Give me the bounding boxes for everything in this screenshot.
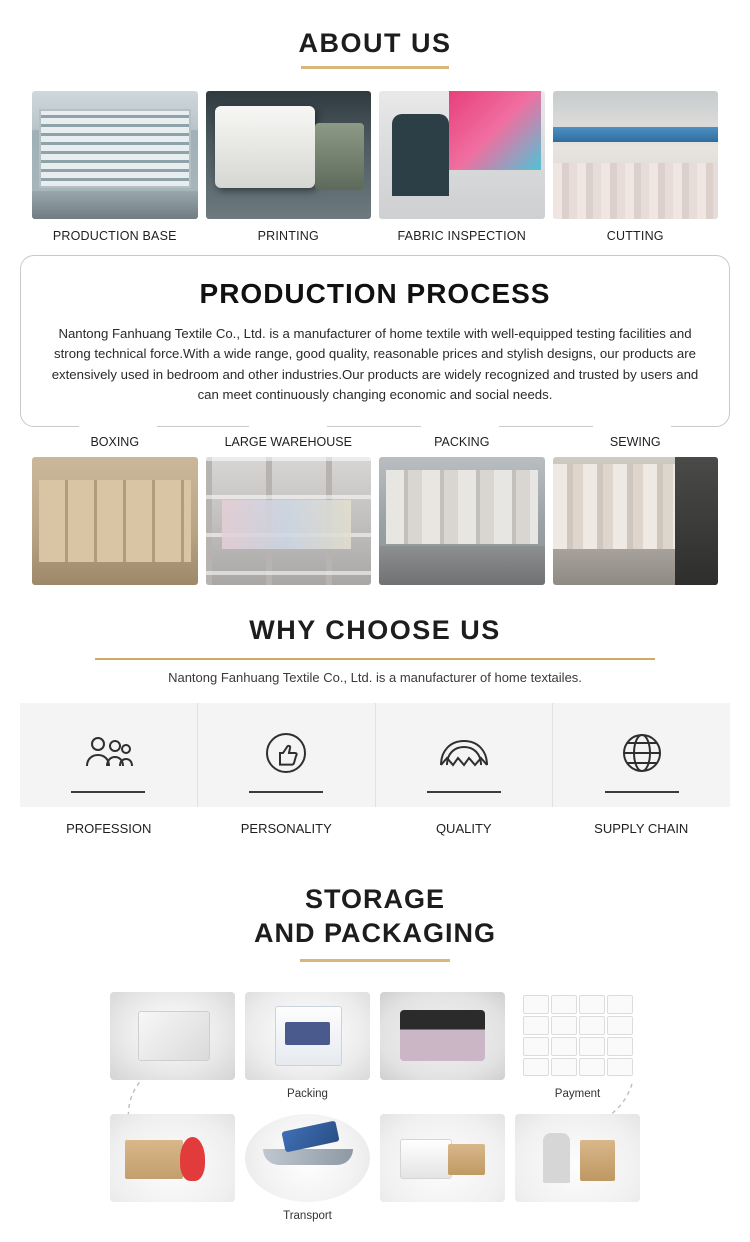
production-process-panel <box>20 255 730 427</box>
feature-underline <box>249 791 323 793</box>
packaging-cell <box>515 1114 640 1222</box>
handcart-delivery-photo <box>515 1114 640 1202</box>
feature-quality <box>376 703 554 807</box>
packaging-caption: Packing <box>287 1087 328 1100</box>
ship-plane-photo <box>245 1114 370 1202</box>
payment-logo <box>523 1016 549 1035</box>
packaging-cell <box>380 992 505 1100</box>
payment-logo <box>607 995 633 1014</box>
thumbs-up-icon <box>198 725 375 781</box>
panel-notch <box>249 424 327 427</box>
process-photo-caption: SEWING <box>609 434 661 449</box>
payment-logo <box>607 1037 633 1056</box>
packaging-cell <box>515 992 640 1100</box>
packing-bag-photo <box>245 992 370 1080</box>
about-photo-cell <box>379 91 545 243</box>
panel-notch <box>79 424 157 427</box>
storage-packaging-section <box>0 882 750 1222</box>
sewing-photo <box>553 457 719 585</box>
process-photo-caption: LARGE WAREHOUSE <box>224 434 352 449</box>
about-photo-caption: PRODUCTION BASE <box>52 229 177 243</box>
about-photo-caption: PRINTING <box>257 229 319 243</box>
production-process-section <box>0 255 750 585</box>
feature-label-row <box>20 807 730 836</box>
payment-logo <box>523 995 549 1014</box>
pillow-bag-photo <box>380 992 505 1080</box>
packing-photo <box>379 457 545 585</box>
packaging-caption: Transport <box>283 1209 332 1222</box>
feature-supply-chain <box>553 703 730 807</box>
packaging-cell <box>110 992 235 1100</box>
process-photo-cell <box>206 435 372 585</box>
large-warehouse-photo <box>206 457 372 585</box>
payment-logo <box>607 1058 633 1077</box>
pallet-truck-photo <box>110 1114 235 1202</box>
about-photo-cell <box>206 91 372 243</box>
fabric-inspection-photo <box>379 91 545 219</box>
payment-logo <box>551 1058 577 1077</box>
feature-profession <box>20 703 198 807</box>
storage-title-line1: STORAGE <box>304 883 446 914</box>
about-photo-row <box>0 91 750 243</box>
payment-logo <box>579 1037 605 1056</box>
why-underline <box>95 658 655 660</box>
about-photo-cell <box>32 91 198 243</box>
printing-photo <box>206 91 372 219</box>
packaging-row-1 <box>110 992 640 1100</box>
process-photo-caption: PACKING <box>434 434 490 449</box>
packaging-cell <box>380 1114 505 1222</box>
storage-title <box>0 882 750 951</box>
packaging-grid <box>0 992 750 1222</box>
production-base-photo <box>32 91 198 219</box>
shield-crown-icon <box>376 725 553 781</box>
why-choose-us-title: WHY CHOOSE US <box>249 614 501 645</box>
process-photo-cell <box>379 435 545 585</box>
payment-logo <box>523 1058 549 1077</box>
payment-logo-grid <box>523 995 633 1076</box>
feature-label: QUALITY <box>435 820 492 836</box>
about-photo-caption: CUTTING <box>606 229 664 243</box>
about-us-title: ABOUT US <box>298 28 452 58</box>
feature-underline <box>427 791 501 793</box>
feature-underline <box>605 791 679 793</box>
panel-notch <box>593 424 671 427</box>
process-photo-cell <box>553 435 719 585</box>
process-photo-caption: BOXING <box>90 434 140 449</box>
payment-logo <box>551 995 577 1014</box>
boxing-photo <box>32 457 198 585</box>
globe-icon <box>553 725 730 781</box>
about-us-section <box>0 0 750 243</box>
poly-bag-photo <box>110 992 235 1080</box>
production-process-body: Nantong Fanhuang Textile Co., Ltd. is a manufacturer of home textile with well-equipped testing facilities and strong technical force.With a wide range, good quality, reasonable prices and stylish designs, our products are extensively used in bedroom and other industries.Our products are widely recognized and trusted by users and can meet continuously changing economic and social needs. <box>51 326 699 403</box>
packaging-row-2 <box>110 1114 640 1222</box>
storage-underline <box>300 959 450 962</box>
storage-title-line2: AND PACKAGING <box>254 918 496 949</box>
about-photo-caption: FABRIC INSPECTION <box>397 229 526 243</box>
why-choose-us-section <box>0 615 750 836</box>
delivery-van-photo <box>380 1114 505 1202</box>
payment-logo <box>579 1016 605 1035</box>
payment-logo <box>523 1037 549 1056</box>
people-group-icon <box>20 725 197 781</box>
packaging-cell <box>245 1114 370 1222</box>
payment-logo <box>579 1058 605 1077</box>
about-photo-cell <box>553 91 719 243</box>
process-photo-row <box>0 435 750 585</box>
process-photo-cell <box>32 435 198 585</box>
cutting-photo <box>553 91 719 219</box>
feature-label: PROFESSION <box>66 820 152 836</box>
production-process-title: PRODUCTION PROCESS <box>199 278 551 309</box>
payment-logo <box>551 1037 577 1056</box>
packaging-caption: Payment <box>554 1087 601 1100</box>
packaging-cell <box>245 992 370 1100</box>
title-underline <box>301 66 449 69</box>
packaging-cell <box>110 1114 235 1222</box>
panel-notch <box>421 424 499 427</box>
feature-label: SUPPLY CHAIN <box>594 820 689 836</box>
why-choose-us-subtitle: Nantong Fanhuang Textile Co., Ltd. is a manufacturer of home textailes. <box>168 669 582 685</box>
feature-personality <box>198 703 376 807</box>
payment-logo <box>579 995 605 1014</box>
feature-label: PERSONALITY <box>240 820 332 836</box>
feature-row <box>20 703 730 807</box>
payment-logo <box>551 1016 577 1035</box>
payment-logos-photo <box>515 992 640 1080</box>
feature-underline <box>71 791 145 793</box>
payment-logo <box>607 1016 633 1035</box>
